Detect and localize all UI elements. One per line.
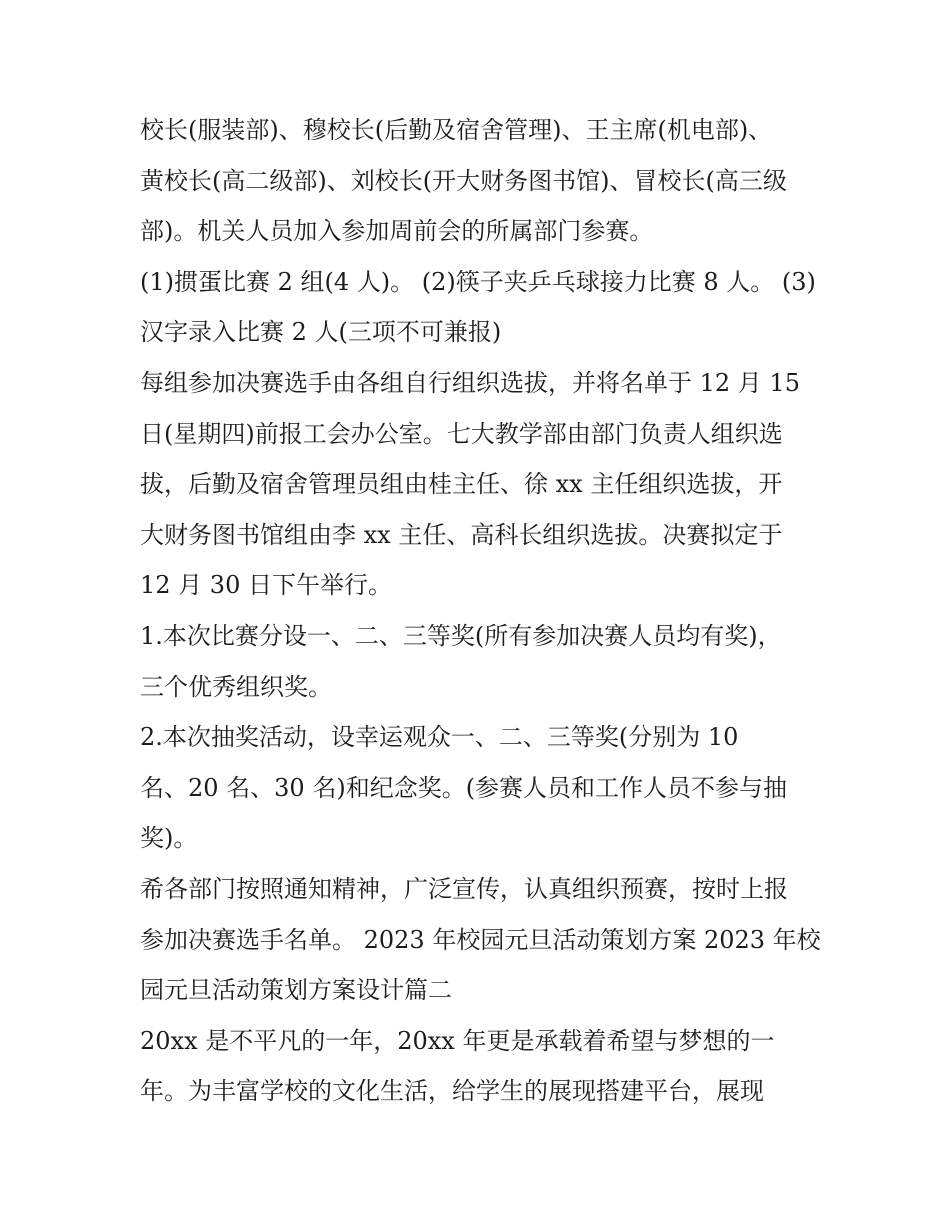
text-line: 奖)。	[140, 824, 198, 853]
text-line: 拔，后勤及宿舍管理员组由桂主任、徐 xx 主任组织选拔，开	[140, 470, 783, 499]
text-line: (1)掼蛋比赛 2 组(4 人)。 (2)筷子夹乒乓球接力比赛 8 人。 (3)	[140, 267, 816, 296]
text-line: 20xx 是不平凡的一年，20xx 年更是承载着希望与梦想的一	[140, 1026, 775, 1055]
text-line: 大财务图书馆组由李 xx 主任、高科长组织选拔。决赛拟定于	[140, 520, 783, 549]
text-line: 2.本次抽奖活动，设幸运观众一、二、三等奖(分别为 10	[140, 723, 739, 752]
text-line: 三个优秀组织奖。	[140, 672, 332, 701]
text-line: 每组参加决赛选手由各组自行组织选拔，并将名单于 12 月 15	[140, 368, 800, 397]
document-body	[140, 105, 820, 1117]
text-line: 参加决赛选手名单。 2023 年校园元旦活动策划方案 2023 年校	[140, 925, 821, 954]
text-line: 1.本次比赛分设一、二、三等奖(所有参加决赛人员均有奖)，	[140, 621, 782, 650]
text-line: 校长(服装部)、穆校长(后勤及宿舍管理)、王主席(机电部)、	[140, 116, 773, 144]
text-line: 汉字录入比赛 2 人(三项不可兼报)	[140, 318, 502, 347]
text-line: 黄校长(高二级部)、刘校长(开大财务图书馆)、冒校长(高三级	[140, 166, 787, 195]
text-line: 部)。机关人员加入参加周前会的所属部门参赛。	[140, 217, 654, 246]
text-line: 名、20 名、30 名)和纪念奖。(参赛人员和工作人员不参与抽	[140, 773, 788, 802]
text-line: 12 月 30 日下午举行。	[140, 571, 392, 600]
text-line: 日(星期四)前报工会办公室。七大教学部由部门负责人组织选	[140, 419, 783, 448]
text-line: 希各部门按照通知精神，广泛宣传，认真组织预赛，按时上报	[140, 874, 788, 903]
text-line: 年。为丰富学校的文化生活，给学生的展现搭建平台，展现	[140, 1077, 764, 1106]
text-line: 园元旦活动策划方案设计篇二	[140, 976, 452, 1005]
